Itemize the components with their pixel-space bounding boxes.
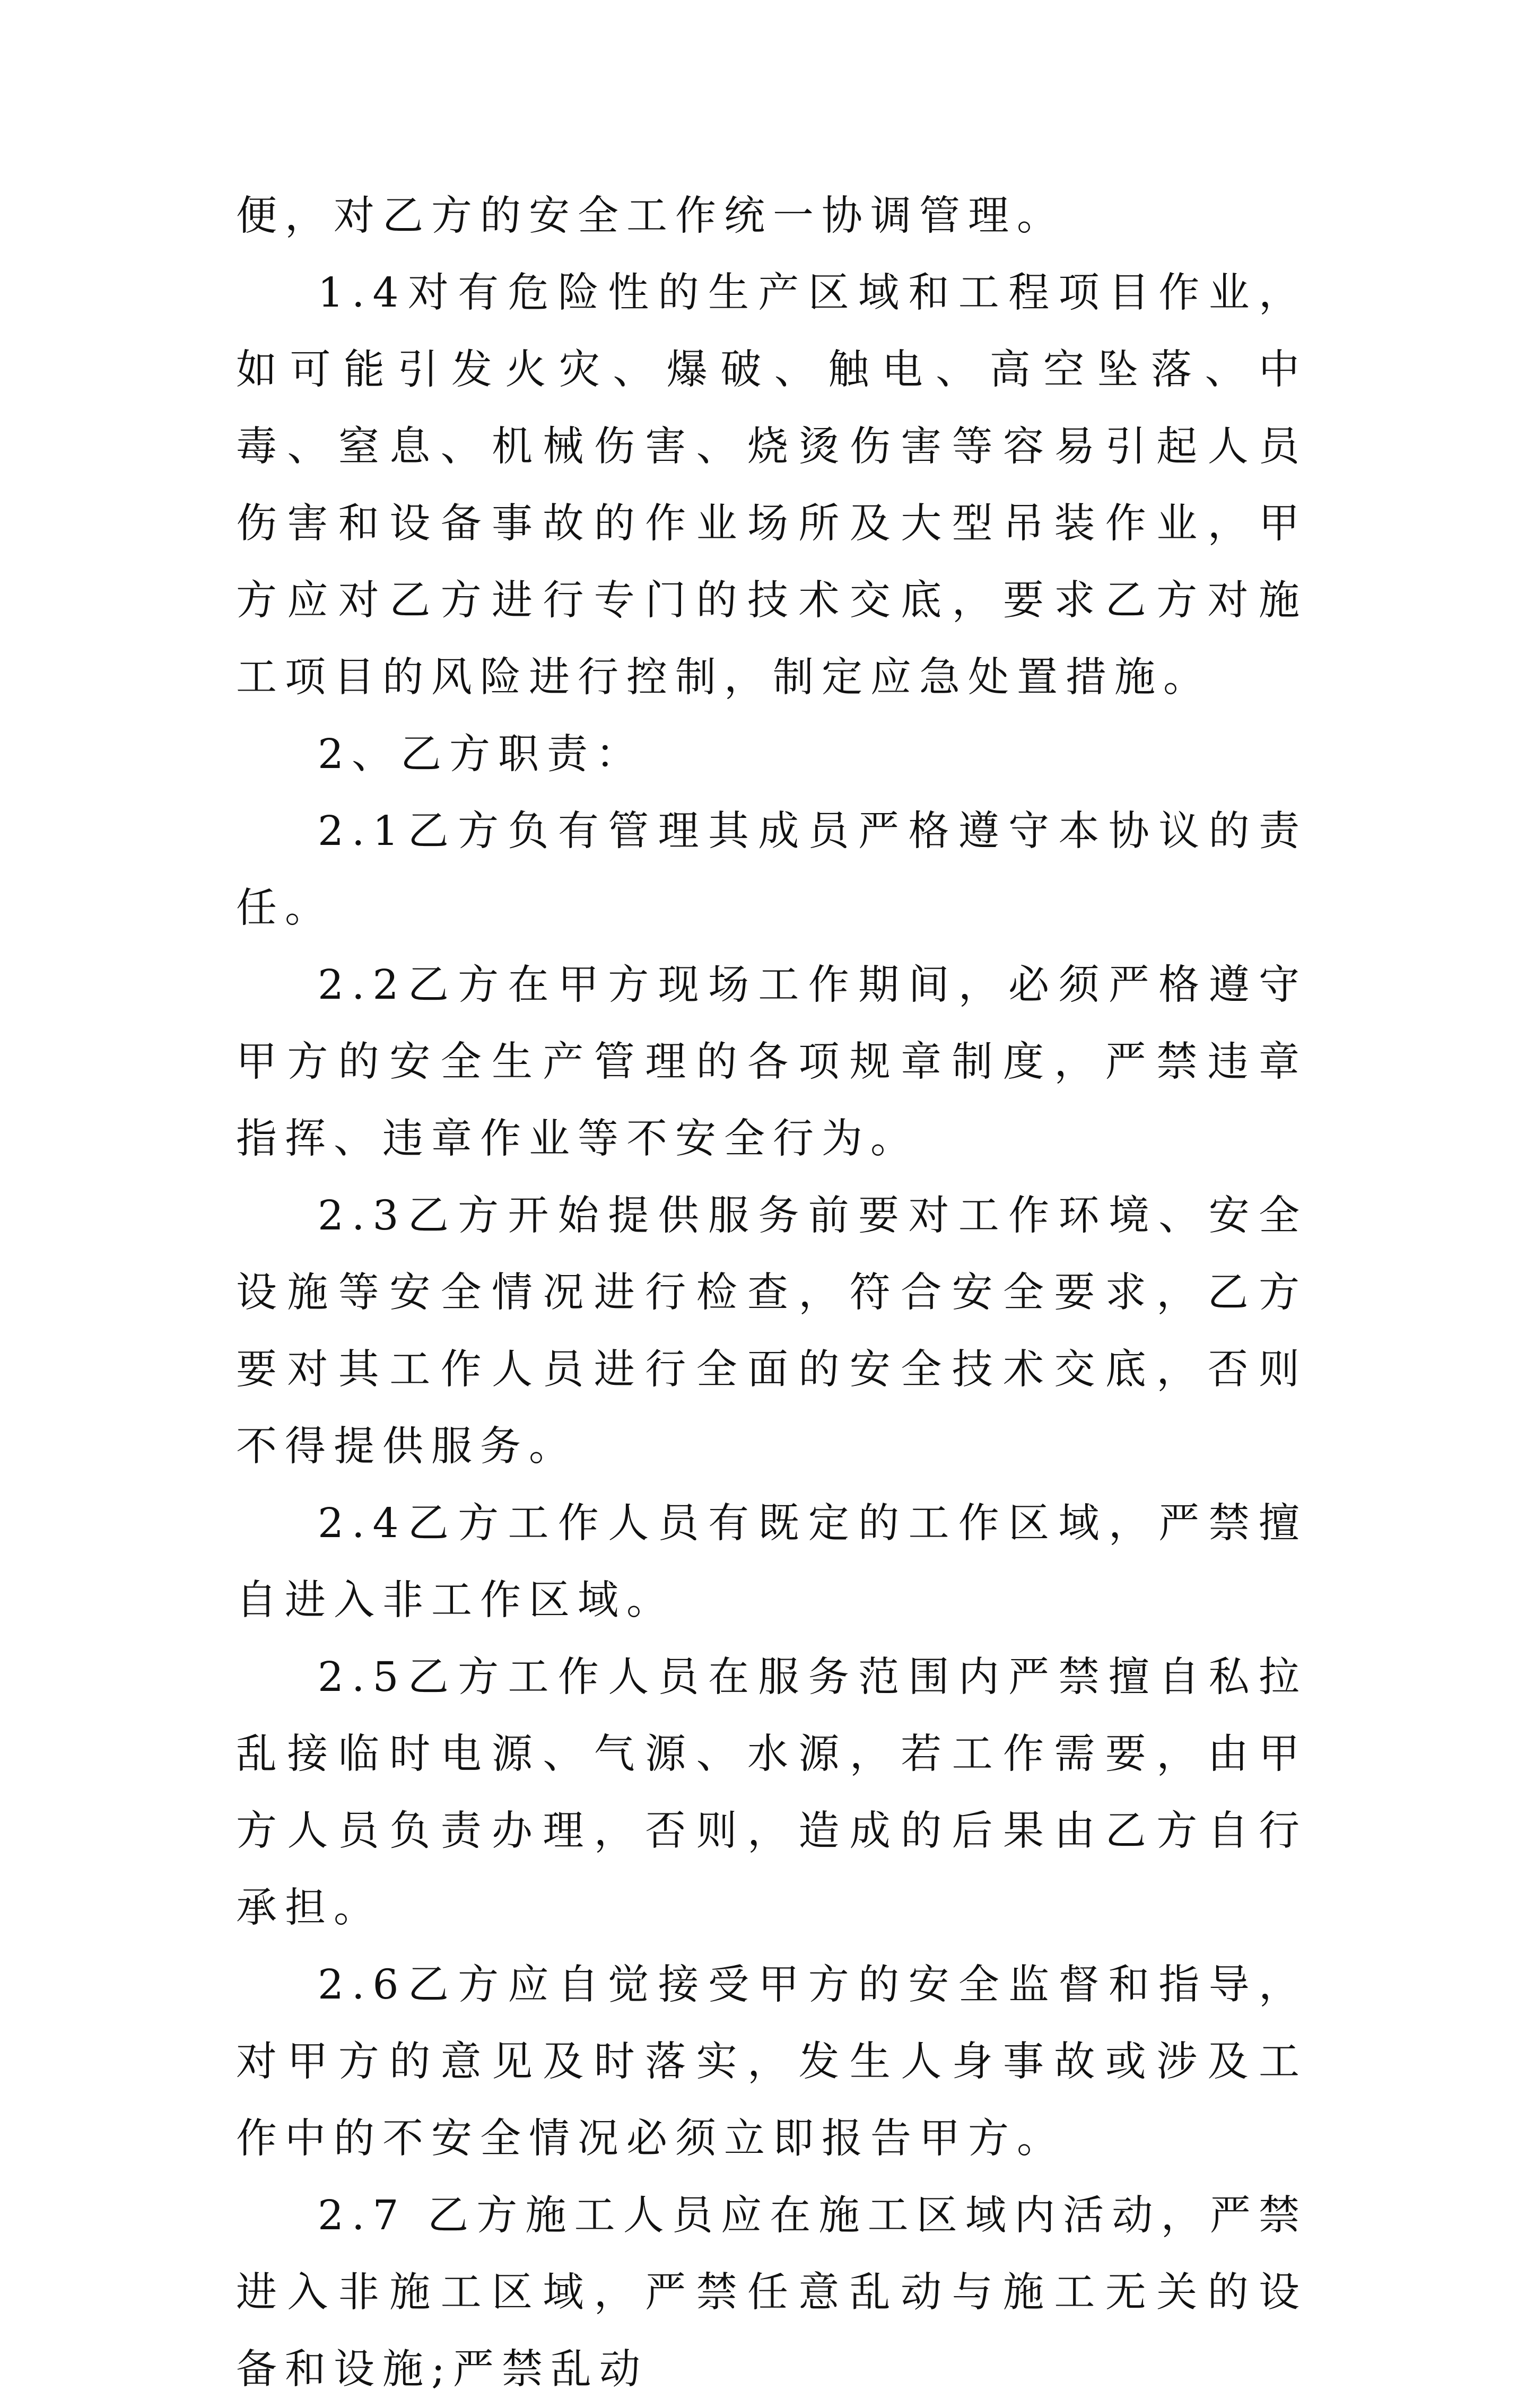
paragraph-2-4: 2.4乙方工作人员有既定的工作区域，严禁擅自进入非工作区域。 — [236, 1500, 1307, 1624]
paragraph-2-1: 2.1乙方负有管理其成员严格遵守本协议的责任。 — [236, 808, 1307, 932]
document-body — [236, 178, 1307, 2408]
paragraph-continuation: 便，对乙方的安全工作统一协调管理。 — [236, 193, 1066, 240]
paragraph-2-6: 2.6乙方应自觉接受甲方的安全监督和指导，对甲方的意见及时落实，发生人身事故或涉及工作中的不安全情况必须立即报告甲方。 — [236, 1961, 1307, 2162]
paragraph-2-3: 2.3乙方开始提供服务前要对工作环境、安全设施等安全情况进行检查，符合安全要求，乙方要对其工作人员进行全面的安全技术交底，否则不得提供服务。 — [236, 1192, 1307, 1470]
paragraph-2-2: 2.2乙方在甲方现场工作期间，必须严格遵守甲方的安全生产管理的各项规章制度，严禁违章指挥、违章作业等不安全行为。 — [236, 962, 1307, 1163]
paragraph-2-5: 2.5乙方工作人员在服务范围内严禁擅自私拉乱接临时电源、气源、水源，若工作需要，由甲方人员负责办理，否则，造成的后果由乙方自行承担。 — [236, 1654, 1307, 1932]
paragraph-2-7: 2.7 乙方施工人员应在施工区域内活动，严禁进入非施工区域，严禁任意乱动与施工无关的设备和设施;严禁乱动 — [236, 2192, 1307, 2393]
paragraph-1-4: 1.4对有危险性的生产区域和工程项目作业，如可能引发火灾、爆破、触电、高空坠落、中毒、窒息、机械伤害、烧烫伤害等容易引起人员伤害和设备事故的作业场所及大型吊装作业，甲方应对乙方进行专门的技术交底，要求乙方对施工项目的风险进行控制，制定应急处置措施。 — [236, 269, 1307, 701]
paragraph-section-2-heading: 2、乙方职责： — [318, 731, 644, 778]
